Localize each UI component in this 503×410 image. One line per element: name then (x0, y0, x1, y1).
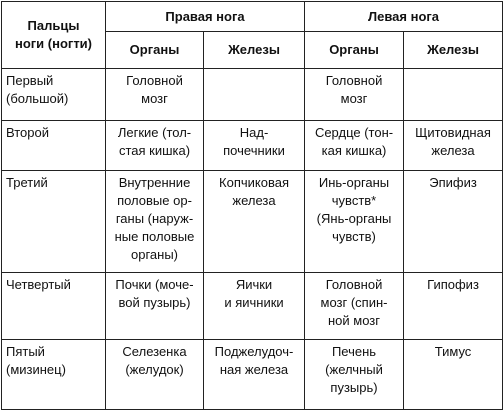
left-organs-cell: Головной мозг (305, 69, 404, 121)
right-glands-cell: Копчиковая железа (204, 171, 305, 273)
left-organs-cell: Печень (желчный пузырь) (305, 340, 404, 410)
right-organs-cell: Легкие (тол- стая кишка) (106, 121, 204, 171)
right-glands-cell (204, 69, 305, 121)
fingers-header: Пальцы ноги (ногти) (2, 2, 106, 69)
left-glands-cell: Щитовидная железа (404, 121, 503, 171)
table-row (2, 69, 503, 121)
finger-cell: Первый (большой) (2, 69, 106, 121)
organs-left-header: Органы (305, 32, 404, 69)
finger-cell: Второй (2, 121, 106, 171)
left-glands-cell: Эпифиз (404, 171, 503, 273)
right-organs-cell: Внутренние половые ор- ганы (наруж- ные половые органы) (106, 171, 204, 273)
left-glands-cell: Гипофиз (404, 273, 503, 340)
right-glands-cell: Яички и яичники (204, 273, 305, 340)
table-row (2, 121, 503, 171)
header-row (2, 2, 503, 32)
finger-organ-table (1, 1, 503, 410)
left-organs-cell: Инь-органы чувств* (Янь-органы чувств) (305, 171, 404, 273)
left-glands-cell: Тимус (404, 340, 503, 410)
table-row (2, 273, 503, 340)
right-foot-header: Правая нога (106, 2, 305, 32)
right-glands-cell: Поджелудоч- ная железа (204, 340, 305, 410)
finger-cell: Третий (2, 171, 106, 273)
right-glands-cell: Над- почечники (204, 121, 305, 171)
finger-cell: Пятый (мизинец) (2, 340, 106, 410)
glands-left-header: Железы (404, 32, 503, 69)
right-organs-cell: Почки (моче- вой пузырь) (106, 273, 204, 340)
left-organs-cell: Сердце (тон- кая кишка) (305, 121, 404, 171)
right-organs-cell: Головной мозг (106, 69, 204, 121)
left-foot-header: Левая нога (305, 2, 503, 32)
table-row (2, 340, 503, 410)
finger-cell: Четвертый (2, 273, 106, 340)
organs-right-header: Органы (106, 32, 204, 69)
left-organs-cell: Головной мозг (спин- ной мозг (305, 273, 404, 340)
left-glands-cell (404, 69, 503, 121)
glands-right-header: Железы (204, 32, 305, 69)
right-organs-cell: Селезенка (желудок) (106, 340, 204, 410)
table-row (2, 171, 503, 273)
